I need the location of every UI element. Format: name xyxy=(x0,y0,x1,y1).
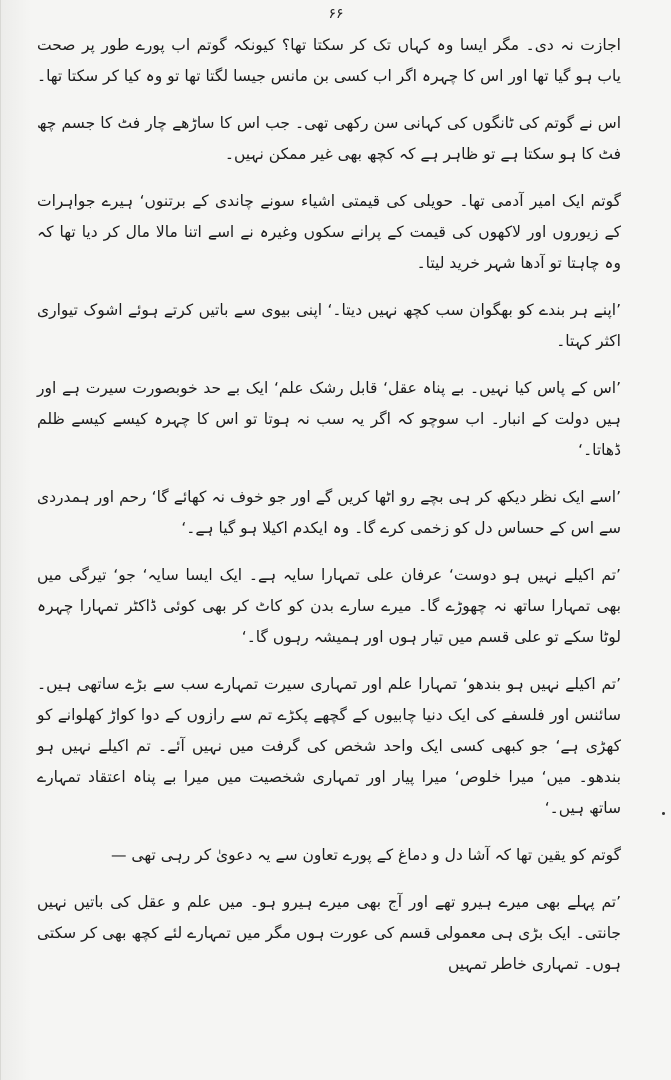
paragraph: گوتم ایک امیر آدمی تھا۔ حویلی کی قیمتی اشیاء سونے چاندی کے برتنوں‘ ہیرے جواہرات کے زیوروں اور لاکھوں کی قیمت کے پرانے سکوں وغیرہ نے اسے اتنا مالا مال کر دیا تھا کہ وہ چاہتا تو آدھا شہر خرید لیتا۔ xyxy=(37,192,621,272)
paragraph: ’اسے ایک نظر دیکھ کر ہی بچے رو اٹھا کریں گے اور جو خوف نہ کھائے گا‘ رحم اور ہمدردی سے اس کے حساس دل کو زخمی کرے گا۔ وہ ایکدم اکیلا ہو گیا ہے۔‘ xyxy=(37,488,621,537)
paragraph: اجازت نہ دی۔ مگر ایسا وہ کہاں تک کر سکتا تھا؟ کیونکہ گوتم اب پورے طور پر صحت یاب ہو گیا تھا اور اس کا چہرہ اگر اب کسی بن مانس جیسا لگتا تھا تو وہ کیا کر سکتا تھا۔ xyxy=(36,36,621,85)
paragraph: ’اس کے پاس کیا نہیں۔ بے پناہ عقل‘ قابل رشک علم‘ ایک بے حد خوبصورت سیرت ہے اور ہیں دولت کے انبار۔ اب سوچو کہ اگر یہ سب نہ ہوتا تو اس کا چہرہ کیسے کیسے ظلم ڈھاتا۔‘ xyxy=(37,379,621,459)
page-number: ۶۶ xyxy=(328,6,344,22)
paragraph: اس نے گوتم کی ٹانگوں کی کہانی سن رکھی تھی۔ جب اس کا ساڑھے چار فٹ کا جسم چھ فٹ کا ہو سکتا ہے تو ظاہر ہے کہ کچھ بھی غیر ممکن نہیں۔ xyxy=(37,114,621,163)
paragraph: ’تم پہلے بھی میرے ہیرو تھے اور آج بھی میرے ہیرو ہو۔ میں علم و عقل کی باتیں نہیں جانتی۔ ایک بڑی ہی معمولی قسم کی عورت ہوں مگر میں تمہارے لئے کچھ بھی کر سکتی ہوں۔ تمہاری خاطر تمہیں xyxy=(37,893,621,973)
paragraph: ’تم اکیلے نہیں ہو بندھو‘ تمہارا علم اور تمہاری سیرت تمہارے سب سے بڑے ساتھی ہیں۔ سائنس اور فلسفے کی ایک دنیا چابیوں کے گچھے پکڑے تم سے رازوں کے دوا کواڑ کھلوانے کو کھڑی ہے‘ جو کبھی کسی ایک واحد شخص کی گرفت میں نہیں آئے۔ تم اکیلے نہیں ہو بندھو۔ میں‘ میرا خلوص‘ میرا پیار اور تمہاری شخصیت میں میرا بے پناہ اعتقاد تمہارے ساتھ ہیں۔‘ xyxy=(37,675,621,817)
paragraph: ’اپنے ہر بندے کو بھگوان سب کچھ نہیں دیتا۔‘ اپنی بیوی سے باتیں کرتے ہوئے اشوک تیواری اکثر کہتا۔ xyxy=(37,301,621,350)
margin-mark xyxy=(662,812,665,815)
paragraph: گوتم کو یقین تھا کہ آشا دل و دماغ کے پورے تعاون سے یہ دعویٰ کر رہی تھی — xyxy=(111,846,621,864)
paragraph: ’تم اکیلے نہیں ہو دوست‘ عرفان علی تمہارا سایہ ہے۔ ایک ایسا سایہ‘ جو‘ تیرگی میں بھی تمہارا ساتھ نہ چھوڑے گا۔ میرے سارے بدن کو کاٹ کر بھی کوئی ڈاکٹر تمہارا چہرہ لوٹا سکے تو علی قسم میں تیار ہوں اور ہمیشہ رہوں گا۔‘ xyxy=(37,566,621,646)
page-body xyxy=(37,30,621,996)
